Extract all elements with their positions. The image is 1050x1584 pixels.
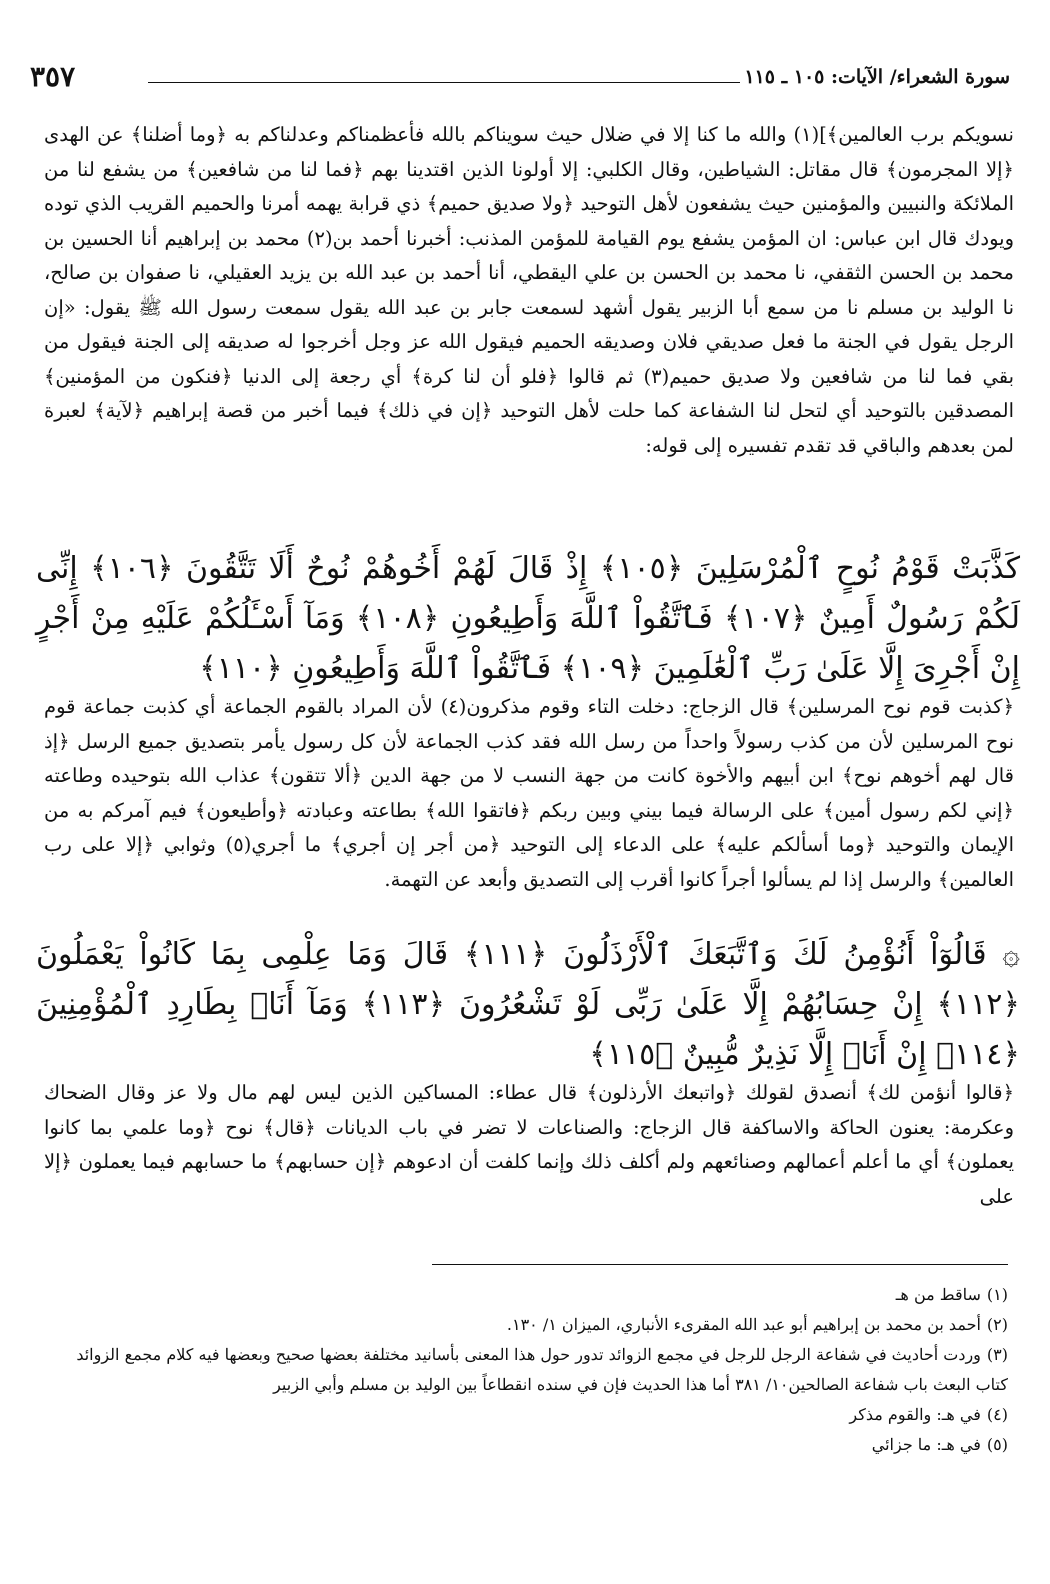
footnote [42,1310,1008,1340]
footnote [42,1430,1008,1460]
commentary-block-2 [44,690,1014,897]
commentary-paragraph: ﴿قالوا أنؤمن لك﴾ أنصدق لقولك ﴿واتبعك الأرذلون﴾ قال عطاء: المساكين الذين ليس لهم مال ولا عز وقال الضحاك وعكرمة: يعنون الحاكة والاساكفة قال الزجاج: والصناعات لا تضر في باب الديانات ﴿قال﴾ نوح ﴿وما علمي بما كانوا يعملون﴾ أي ما أعلم أعمالهم وصنائعهم ولم أكلف ذلك وإنما كلفت أن ادعوهم ﴿إن حسابهم﴾ ما حسابهم فيما يعملون ﴿إلا على [44,1081,1014,1208]
footnote-number: (٢) [986,1315,1008,1334]
header-rule [148,82,740,83]
commentary-paragraph: ﴿كذبت قوم نوح المرسلين﴾ قال الزجاج: دخلت التاء وقوم مذكرون(٤) لأن المراد بالقوم الجماعة أي كذبت جماعة قوم نوح المرسلين لأن من كذب رسولاً واحداً من رسل الله فقد كذب الجماعة لأن كل رسول يأمر بتصديق جميع الرسل ﴿إذ قال لهم أخوهم نوح﴾ ابن أبيهم والأخوة كانت من جهة النسب لا من جهة الدين ﴿ألا تتقون﴾ عذاب الله بتوحيده وطاعته ﴿إني لكم رسول أمين﴾ على الرسالة فيما بيني وبين ربكم ﴿فاتقوا الله﴾ بطاعته وعبادته ﴿وأطيعون﴾ فيم آمركم به من الإيمان والتوحيد ﴿وما أسألكم عليه﴾ على الدعاء إلى التوحيد ﴿من أجر إن أجري﴾ ما أجري(٥) وثوابي ﴿إلا على رب العالمين﴾ والرسل إذا لم يسألوا أجراً كانوا أقرب إلى التصديق وأبعد عن التهمة. [44,695,1014,891]
footnote-separator [432,1264,1008,1265]
page-number: ٣٥٧ [30,60,76,93]
footnote-number: (١) [986,1285,1008,1304]
quran-verse-text: ۞ قَالُوٓاْ أَنُؤْمِنُ لَكَ وَٱتَّبَعَكَ ٱلْأَرْذَلُونَ ﴿١١١﴾ قَالَ وَمَا عِلْمِى بِمَا كَانُواْ يَعْمَلُونَ ﴿١١٢﴾ إِنْ حِسَابُهُمْ إِلَّا عَلَىٰ رَبِّى لَوْ تَشْعُرُونَ ﴿١١٣﴾ وَمَآ أَنَا۠ بِطَارِدِ ٱلْمُؤْمِنِينَ ﴿١١٤﴾ إِنْ أَنَا۠ إِلَّا نَذِيرٌ مُّبِينٌ ﴿١١٥﴾ [36,937,1020,1072]
commentary-block-1 [44,118,1014,463]
commentary-block-3 [44,1076,1014,1214]
footnote-text: في هـ: ما جزائي [871,1435,981,1454]
footnote-text: أحمد بن محمد بن إبراهيم أبو عبد الله المقرىء الأنباري، الميزان ١/ ١٣٠. [506,1315,981,1334]
footnote-number: (٣) [986,1345,1008,1364]
footnote [42,1400,1008,1430]
quran-verse-text: كَذَّبَتْ قَوْمُ نُوحٍ ٱلْمُرْسَلِينَ ﴿١٠٥﴾ إِذْ قَالَ لَهُمْ أَخُوهُمْ نُوحٌ أَلَا تَتَّقُونَ ﴿١٠٦﴾ إِنِّى لَكُمْ رَسُولٌ أَمِينٌ ﴿١٠٧﴾ فَٱتَّقُواْ ٱللَّهَ وَأَطِيعُونِ ﴿١٠٨﴾ وَمَآ أَسْـَٔلُكُمْ عَلَيْهِ مِنْ أَجْرٍ إِنْ أَجْرِىَ إِلَّا عَلَىٰ رَبِّ ٱلْعَٰلَمِينَ ﴿١٠٩﴾ فَٱتَّقُواْ ٱللَّهَ وَأَطِيعُونِ ﴿١١٠﴾ [36,551,1021,686]
commentary-paragraph: نسويكم برب العالمين﴾](١) والله ما كنا إلا في ضلال حيث سويناكم بالله فأعظمناكم وعدلناكم به ﴿وما أضلنا﴾ عن الهدى ﴿إلا المجرمون﴾ قال مقاتل: الشياطين، وقال الكلبي: إلا أولونا الذين اقتدينا بهم ﴿فما لنا من شافعين﴾ من يشفع لنا من الملائكة والنبيين والمؤمنين حيث يشفعون لأهل التوحيد ﴿ولا صديق حميم﴾ ذي قرابة يهمه أمرنا والحميم القريب الذي توده ويودك قال ابن عباس: ان المؤمن يشفع يوم القيامة للمؤمن المذنب: أخبرنا أحمد بن(٢) محمد بن إبراهيم أنا الحسين بن محمد بن الحسن الثقفي، نا محمد بن الحسن بن علي اليقطي، أنا أحمد بن عبد الله بن يزيد العقيلي، نا صفوان بن صالح، نا الوليد بن مسلم نا من سمع أبا الزبير يقول أشهد لسمعت جابر بن عبد الله يقول سمعت رسول الله ﷺ يقول: «إن الرجل يقول في الجنة ما فعل صديقي فلان وصديقه الحميم فيقول الله عز وجل أخرجوا له صديقه إلى الجنة فيقول من بقي فما لنا من شافعين ولا صديق حميم(٣) ثم قالوا ﴿فلو أن لنا كرة﴾ أي رجعة إلى الدنيا ﴿فنكون من المؤمنين﴾ المصدقين بالتوحيد أي لتحل لنا الشفاعة كما حلت لأهل التوحيد ﴿إن في ذلك﴾ فيما أخبر من قصة إبراهيم ﴿لآية﴾ لعبرة لمن بعدهم والباقي قد تقدم تفسيره إلى قوله: [44,123,1014,457]
footnote-number: (٤) [986,1405,1008,1424]
footnotes [42,1280,1008,1460]
quran-verse-block-2 [36,930,1020,1080]
quran-verse-block-1 [36,544,1020,694]
page-header [30,60,1020,100]
footnote [42,1340,1008,1400]
running-title: سورة الشعراء/ الآيات: ١٠٥ ـ ١١٥ [744,66,1010,88]
footnote-number: (٥) [986,1435,1008,1454]
footnote-text: ساقط من هـ [895,1285,981,1304]
footnote [42,1280,1008,1310]
footnote-text: وردت أحاديث في شفاعة الرجل للرجل في مجمع الزوائد تدور حول هذا المعنى بأسانيد مختلفة بعضها صحيح وبعضها فيه كلام مجمع الزوائد كتاب البعث باب شفاعة الصالحين١٠/ ٣٨١ أما هذا الحديث فإن في سنده انقطاعاً بين الوليد بن مسلم وأبي الزبير [76,1345,1008,1394]
footnote-text: في هـ: والقوم مذكر [849,1405,981,1424]
